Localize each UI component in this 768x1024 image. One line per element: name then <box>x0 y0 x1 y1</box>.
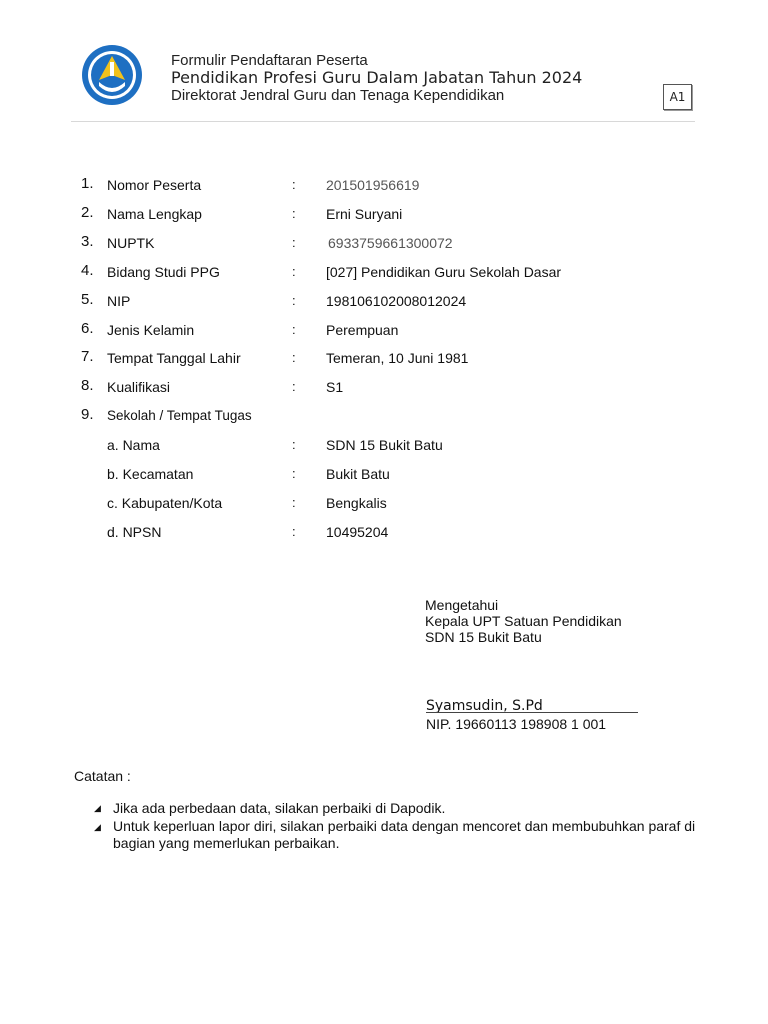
field-colon: : <box>292 235 296 250</box>
field-number: 6. <box>81 320 94 337</box>
field-colon: : <box>292 264 296 279</box>
school-value: Bukit Batu <box>326 466 390 482</box>
bullet-icon: ◢ <box>94 822 101 832</box>
school-value: SDN 15 Bukit Batu <box>326 437 443 453</box>
field-row-kualifikasi <box>0 377 768 397</box>
field-value: 6933759661300072 <box>328 235 453 251</box>
field-number: 8. <box>81 377 94 394</box>
field-value: S1 <box>326 379 344 395</box>
school-row-npsn <box>0 522 768 542</box>
field-value: 198106102008012024 <box>326 293 467 309</box>
school-value: 10495204 <box>326 524 389 540</box>
field-colon: : <box>292 206 296 221</box>
school-label: a. Nama <box>107 437 160 453</box>
field-value: [027] Pendidikan Guru Sekolah Dasar <box>326 264 562 280</box>
school-label: c. Kabupaten/Kota <box>107 495 223 511</box>
field-colon: : <box>292 177 296 192</box>
field-number: 2. <box>81 204 94 221</box>
form-code-badge: A1 <box>663 84 692 110</box>
field-colon: : <box>292 495 296 510</box>
field-colon: : <box>292 379 296 394</box>
field-number: 9. <box>81 406 94 423</box>
form-title: Formulir Pendaftaran Peserta <box>171 52 368 69</box>
field-number: 5. <box>81 291 94 308</box>
field-row-sekolah <box>0 406 768 426</box>
school-label: d. NPSN <box>107 524 162 540</box>
field-colon: : <box>292 293 296 308</box>
field-row-nomor-peserta <box>0 175 768 195</box>
field-value: 201501956619 <box>326 177 420 193</box>
program-title: Pendidikan Profesi Guru Dalam Jabatan Tahun 2024 <box>171 68 583 87</box>
field-label: NUPTK <box>107 235 155 251</box>
school-row-kabupaten <box>0 493 768 513</box>
signatory-name: Syamsudin, S.Pd <box>426 698 543 714</box>
field-colon: : <box>292 322 296 337</box>
field-value: Erni Suryani <box>326 206 403 222</box>
field-number: 3. <box>81 233 94 250</box>
field-colon: : <box>292 524 296 539</box>
note-item: Jika ada perbedaan data, silakan perbaiki di Dapodik. <box>113 800 446 816</box>
field-row-jenis-kelamin <box>0 320 768 340</box>
field-label: Nama Lengkap <box>107 206 202 222</box>
field-row-tempat-tanggal-lahir <box>0 348 768 368</box>
field-label: Sekolah / Tempat Tugas <box>107 408 252 423</box>
institution-name: Direktorat Jendral Guru dan Tenaga Kependidikan <box>171 87 505 104</box>
field-colon: : <box>292 437 296 452</box>
note-item: Untuk keperluan lapor diri, silakan perbaiki data dengan mencoret dan membubuhkan paraf di bagian yang memerlukan perbaikan. <box>113 818 696 851</box>
field-row-nama-lengkap <box>0 204 768 224</box>
school-row-kecamatan <box>0 464 768 484</box>
header-divider <box>71 121 695 122</box>
field-label: Tempat Tanggal Lahir <box>107 350 241 366</box>
school-row-nama <box>0 435 768 455</box>
signature-underline <box>426 712 638 713</box>
field-number: 4. <box>81 262 94 279</box>
field-label: Nomor Peserta <box>107 177 202 193</box>
signature-position: Kepala UPT Satuan Pendidikan <box>425 613 622 629</box>
field-row-nuptk <box>0 233 768 253</box>
school-value: Bengkalis <box>326 495 387 511</box>
bullet-icon: ◢ <box>94 803 101 813</box>
field-label: NIP <box>107 293 131 309</box>
signature-school: SDN 15 Bukit Batu <box>425 629 542 645</box>
field-number: 7. <box>81 348 94 365</box>
field-value: Temeran, 10 Juni 1981 <box>326 350 469 366</box>
tut-wuri-handayani-logo <box>79 44 145 106</box>
signature-acknowledged: Mengetahui <box>425 597 499 613</box>
field-value: Perempuan <box>326 322 399 338</box>
field-colon: : <box>292 466 296 481</box>
field-label: Jenis Kelamin <box>107 322 195 338</box>
field-label: Kualifikasi <box>107 379 171 395</box>
field-number: 1. <box>81 175 94 192</box>
field-colon: : <box>292 350 296 365</box>
field-label: Bidang Studi PPG <box>107 264 220 280</box>
school-label: b. Kecamatan <box>107 466 194 482</box>
field-row-nip <box>0 291 768 311</box>
signatory-nip: NIP. 19660113 198908 1 001 <box>426 716 607 732</box>
notes-title: Catatan : <box>74 768 131 784</box>
field-row-bidang-studi <box>0 262 768 282</box>
